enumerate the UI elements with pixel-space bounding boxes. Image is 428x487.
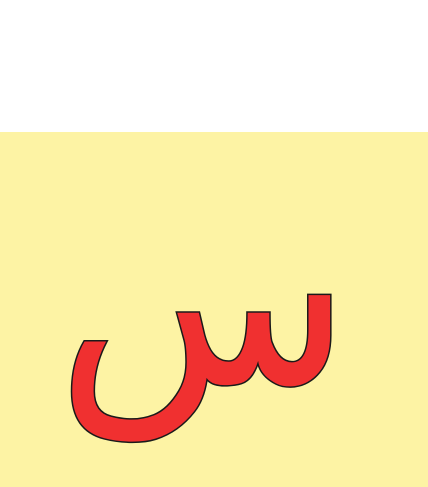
letter-card <box>0 132 428 487</box>
arabic-letter-seen: س <box>57 160 350 440</box>
